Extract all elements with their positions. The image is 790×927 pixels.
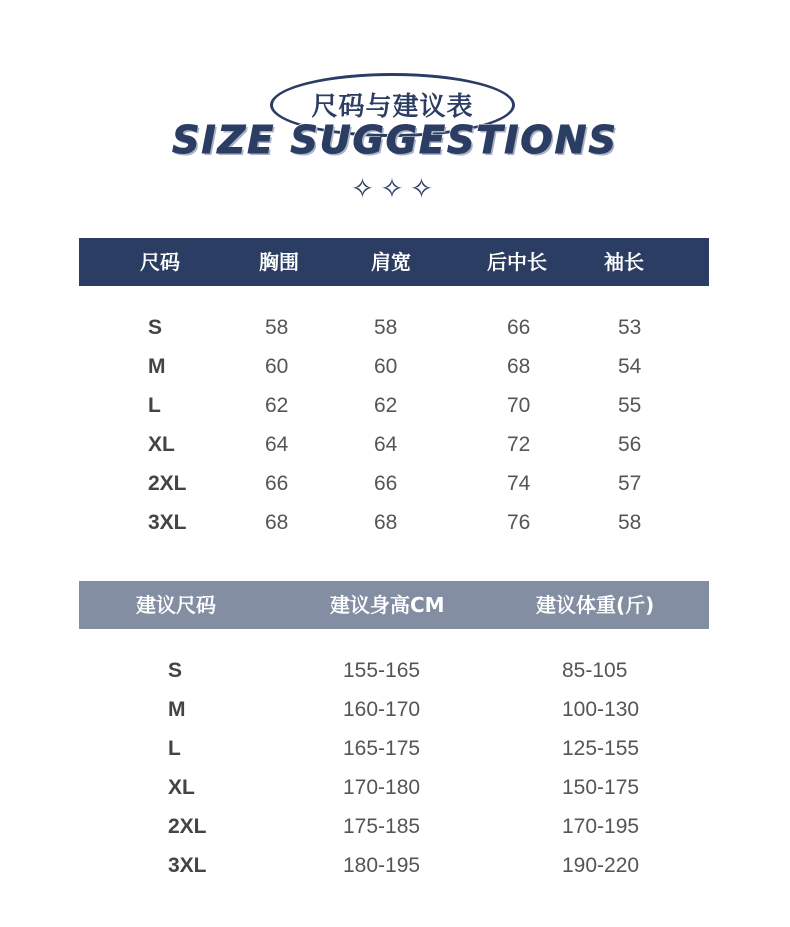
cell-height: 175-185: [343, 815, 421, 838]
cell-length: 70: [507, 394, 531, 417]
page-title-cn: 尺码与建议表: [311, 92, 474, 122]
cell-chest: 60: [265, 355, 289, 378]
suggest-table-header: [79, 581, 709, 629]
cell-size: L: [148, 394, 161, 417]
table-row: [0, 503, 790, 542]
cell-sleeve: 57: [618, 472, 642, 495]
header-suggest-weight: 建议体重(斤): [536, 593, 655, 617]
cell-size: S: [148, 316, 163, 339]
cell-chest: 62: [265, 394, 289, 417]
cell-shoulder: 66: [374, 472, 398, 495]
cell-weight: 85-105: [562, 659, 628, 682]
cell-sleeve: 54: [618, 355, 642, 378]
table-row: [0, 386, 790, 425]
cell-size: 2XL: [168, 815, 207, 838]
table-row: [0, 690, 790, 729]
cell-length: 68: [507, 355, 531, 378]
cell-height: 165-175: [343, 737, 421, 760]
table-row: [0, 768, 790, 807]
header-suggest-size: 建议尺码: [136, 593, 216, 617]
table-row: [0, 308, 790, 347]
cell-height: 155-165: [343, 659, 421, 682]
header-sleeve: 袖长: [604, 250, 644, 274]
cell-shoulder: 60: [374, 355, 398, 378]
cell-chest: 68: [265, 511, 289, 534]
sparkle-icons: ✧✧✧: [350, 172, 440, 205]
cell-sleeve: 58: [618, 511, 642, 534]
table-row: [0, 651, 790, 690]
cell-length: 76: [507, 511, 531, 534]
cell-height: 160-170: [343, 698, 421, 721]
cell-size: XL: [168, 776, 195, 799]
cell-shoulder: 58: [374, 316, 398, 339]
header-size: 尺码: [140, 250, 180, 274]
cell-height: 180-195: [343, 854, 421, 877]
size-table-header: [79, 238, 709, 286]
cell-weight: 150-175: [562, 776, 640, 799]
table-row: [0, 464, 790, 503]
cell-weight: 170-195: [562, 815, 640, 838]
cell-size: 2XL: [148, 472, 187, 495]
cell-size: L: [168, 737, 181, 760]
cell-height: 170-180: [343, 776, 421, 799]
cell-chest: 66: [265, 472, 289, 495]
table-row: [0, 425, 790, 464]
header-length: 后中长: [487, 250, 547, 274]
table-row: [0, 729, 790, 768]
cell-shoulder: 64: [374, 433, 398, 456]
table-row: [0, 846, 790, 885]
header-suggest-height: 建议身高CM: [330, 593, 445, 617]
cell-weight: 100-130: [562, 698, 640, 721]
cell-size: XL: [148, 433, 175, 456]
cell-shoulder: 62: [374, 394, 398, 417]
cell-size: S: [168, 659, 183, 682]
cell-length: 72: [507, 433, 531, 456]
cell-chest: 64: [265, 433, 289, 456]
cell-shoulder: 68: [374, 511, 398, 534]
cell-chest: 58: [265, 316, 289, 339]
table-row: [0, 807, 790, 846]
header-chest: 胸围: [259, 250, 299, 274]
cell-size: 3XL: [148, 511, 187, 534]
cell-size: M: [168, 698, 186, 721]
cell-sleeve: 56: [618, 433, 642, 456]
cell-length: 74: [507, 472, 531, 495]
cell-length: 66: [507, 316, 531, 339]
table-row: [0, 347, 790, 386]
cell-sleeve: 55: [618, 394, 642, 417]
cell-size: 3XL: [168, 854, 207, 877]
header-shoulder: 肩宽: [371, 250, 411, 274]
cell-size: M: [148, 355, 166, 378]
cell-sleeve: 53: [618, 316, 642, 339]
cell-weight: 190-220: [562, 854, 640, 877]
page-title-en: SIZE SUGGESTIONS: [172, 118, 618, 162]
cell-weight: 125-155: [562, 737, 640, 760]
